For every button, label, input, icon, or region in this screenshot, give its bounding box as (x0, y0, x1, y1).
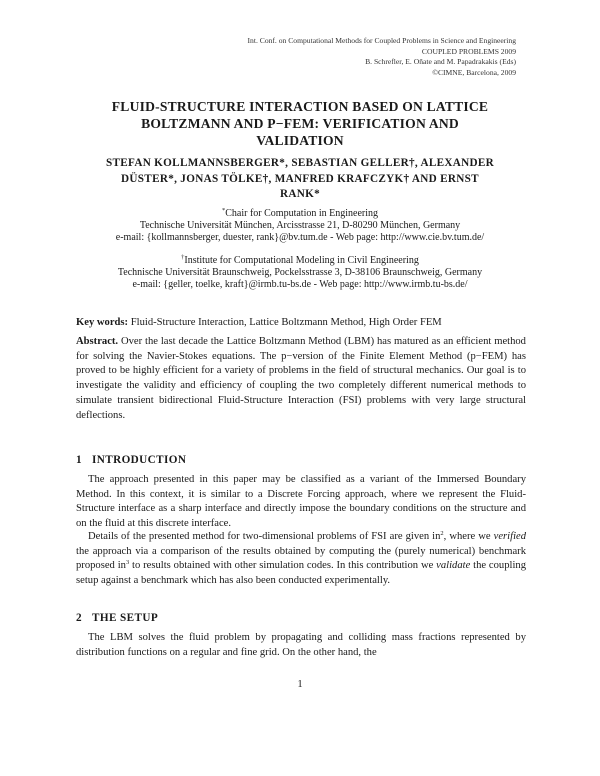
affiliation-name: Institute for Computational Modeling in Civil Engineering (184, 255, 419, 266)
section-heading-setup (76, 612, 158, 624)
affiliation-name: Chair for Computation in Engineering (225, 208, 378, 219)
section-number: 1 (76, 454, 82, 466)
section-number: 2 (76, 612, 82, 624)
section-title: THE SETUP (92, 612, 159, 624)
affiliation-contact: e-mail: {kollmannsberger, duester, rank}@bv.tum.de - Web page: http://www.cie.bv.tum.de/ (115, 232, 485, 244)
author-list (70, 156, 530, 203)
section-heading-introduction (76, 454, 186, 466)
abstract-label: Abstract. (76, 336, 119, 347)
intro-paragraph-2 (76, 530, 526, 588)
setup-paragraph-1: The LBM solves the fluid problem by propagating and colliding mass fractions represented by distribution functions on a regular and fine grid. On the other hand, the (76, 632, 526, 658)
affiliation-address: Technische Universität München, Arcisstrasse 21, D-80290 München, Germany (139, 220, 461, 232)
citation-ref: 3 (125, 559, 130, 567)
conference-acronym: COUPLED PROBLEMS 2009 (421, 46, 516, 56)
conference-editors: B. Schrefler, E. Oñate and M. Papadrakakis (Eds) (365, 57, 516, 66)
title-line: FLUID-STRUCTURE INTERACTION BASED ON LATTICE (111, 99, 489, 114)
intro-paragraph-1: The approach presented in this paper may be classified as a variant of the Immersed Boundary Method. In this context, it is similar to a Discrete Forcing approach, where we represent the Fluid-Structure interface as a sharp interface and directly impose the boundary conditions on the structure and on the fluid at this discrete interface. (76, 474, 526, 529)
section-title: INTRODUCTION (92, 454, 187, 466)
page-number: 1 (297, 679, 303, 690)
title-line: VALIDATION (256, 133, 344, 148)
title-line: BOLTZMANN AND P−FEM: VERIFICATION AND (141, 116, 459, 131)
paragraph-text: the approach via a comparison of the results obtained by computing the (purely numerical) benchmark proposed in (76, 545, 526, 572)
affiliation-contact: e-mail: {geller, toelke, kraft}@irmb.tu-bs.de - Web page: http://www.irmb.tu-bs.de/ (132, 279, 468, 291)
emphasis: validate (436, 560, 471, 572)
abstract-text: Over the last decade the Lattice Boltzmann Method (LBM) has matured as an efficient method for solving the Navier-Stokes equations. The p−version of the Finite Element Method (p−FEM) has proved to be highly efficient for a variety of problems in the field of structural mechanics. Our goal is to investigate the validity and efficiency of coupling the two completely different numerical methods to simulate transient bidirectional Fluid-Structure Interaction (FSI) problems with very large structural deflections. (76, 336, 526, 421)
keywords-label: Key words: (76, 317, 129, 328)
author-line: STEFAN KOLLMANNSBERGER*, SEBASTIAN GELLER†, ALEXANDER (105, 157, 495, 169)
keywords (76, 317, 526, 328)
author-line: RANK* (279, 188, 321, 200)
conference-name: Int. Conf. on Computational Methods for Coupled Problems in Science and Engineering (247, 36, 516, 45)
keywords-text: Fluid-Structure Interaction, Lattice Boltzmann Method, High Order FEM (130, 317, 442, 328)
paragraph-text: , where we (443, 531, 494, 542)
affiliation-address: Technische Universität Braunschweig, Pockelsstrasse 3, D-38106 Braunschweig, Germany (117, 267, 483, 279)
citation-ref: 2 (440, 530, 444, 537)
paragraph-text: Details of the presented method for two-dimensional problems of FSI are given in (88, 531, 441, 542)
conference-copyright: ©CIMNE, Barcelona, 2009 (432, 67, 516, 77)
paper-title (70, 98, 530, 149)
abstract (76, 335, 526, 423)
emphasis: verified (493, 531, 527, 542)
conference-header (156, 36, 516, 78)
paragraph-text: the coupling setup against a benchmark which has also been conducted experimentally. (76, 560, 526, 586)
affiliation-irmb (40, 255, 560, 292)
author-line: DÜSTER*, JONAS TÖLKE†, MANFRED KRAFCZYK† AND ERNST (121, 172, 479, 185)
affiliation-mark: † (181, 254, 185, 261)
paragraph-text: to results obtained with other simulation codes. In this contribution we (129, 560, 437, 572)
affiliation-cie (40, 208, 560, 245)
affiliation-mark: * (222, 207, 226, 214)
